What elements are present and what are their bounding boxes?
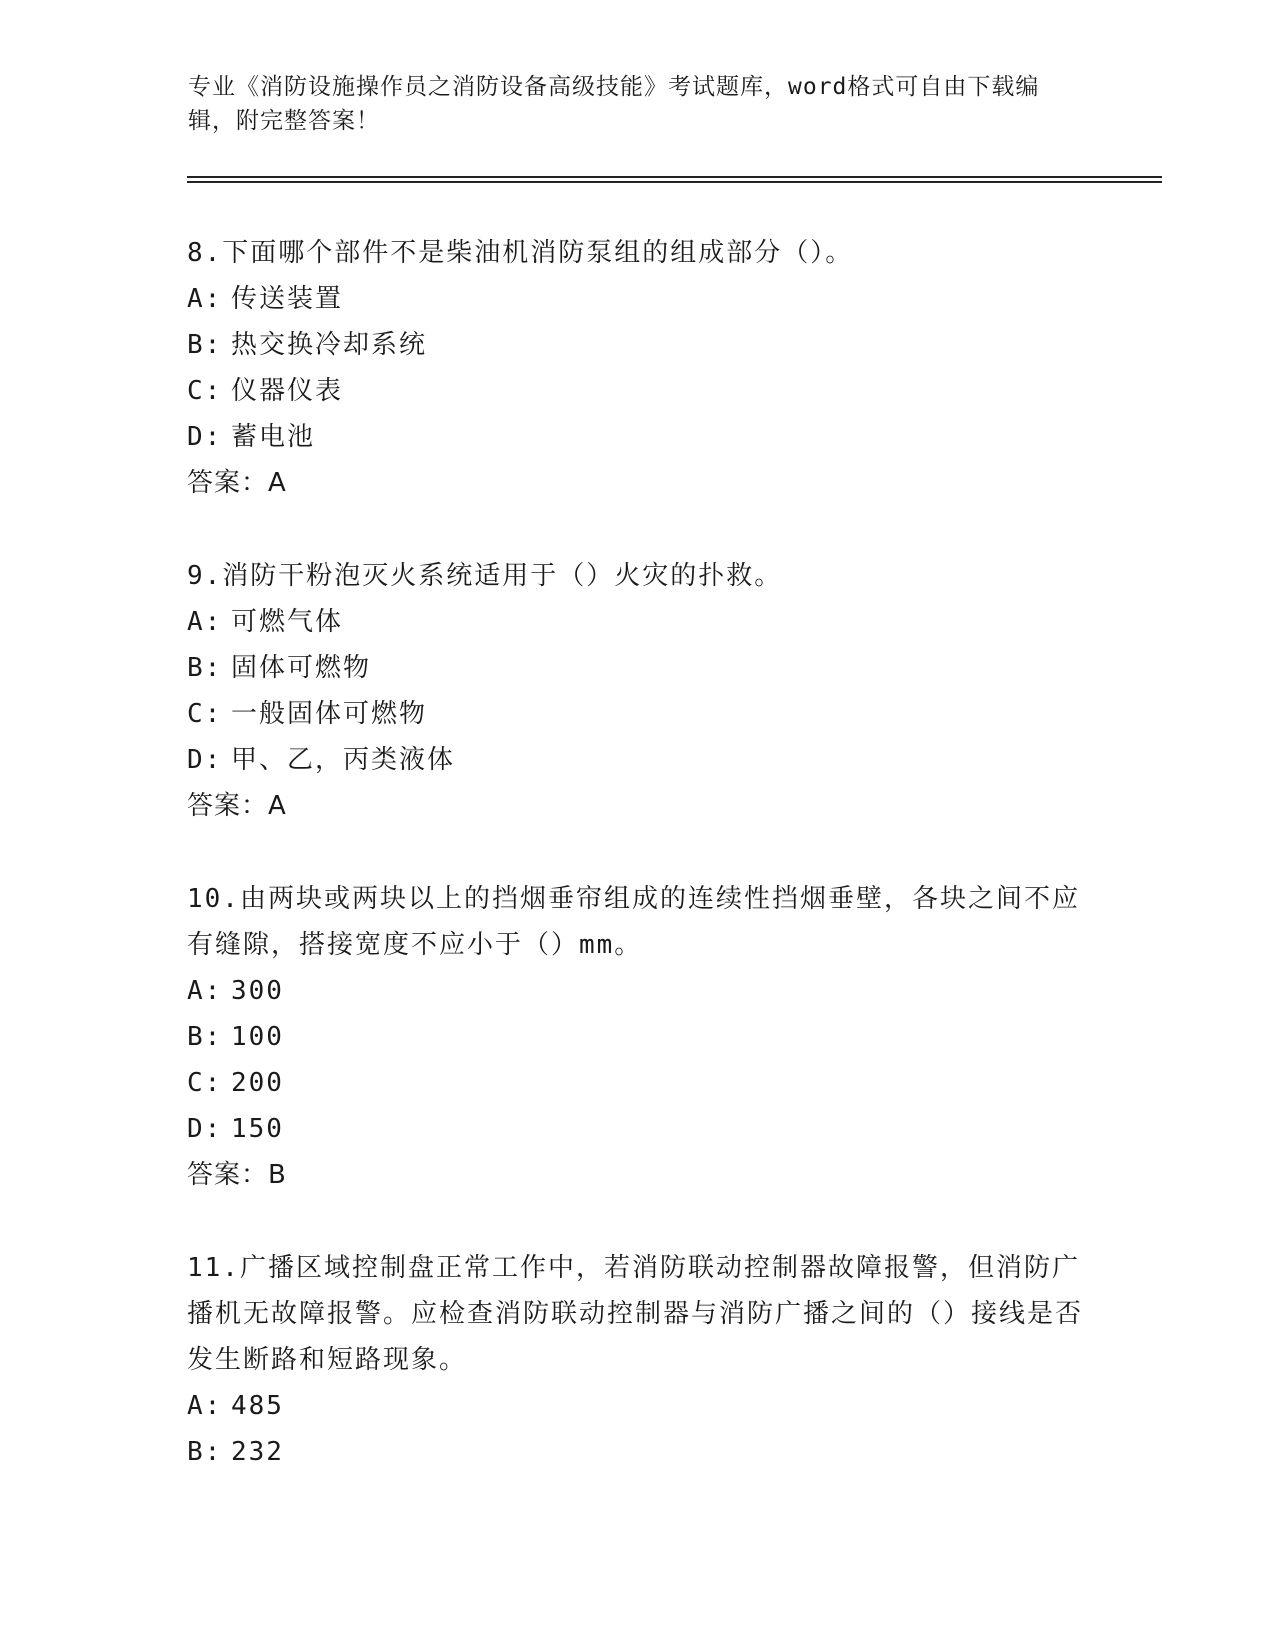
option-text: 300 — [231, 976, 284, 1006]
option-text: 固体可燃物 — [231, 653, 372, 683]
option-b — [187, 1429, 1087, 1475]
option-d — [187, 737, 1087, 783]
question-item — [187, 553, 1087, 829]
option-a — [187, 276, 1087, 322]
option-key: B: — [187, 653, 223, 683]
option-text: 热交换冷却系统 — [231, 330, 428, 360]
option-key: D: — [187, 422, 223, 452]
option-b — [187, 645, 1087, 691]
question-item — [187, 230, 1087, 506]
option-b — [187, 1014, 1087, 1060]
option-key: C: — [187, 1068, 223, 1098]
answer-line: 答案：A — [187, 791, 287, 821]
document-header — [188, 70, 1068, 138]
option-key: B: — [187, 1022, 223, 1052]
option-key: A: — [187, 1391, 223, 1421]
option-d — [187, 1106, 1087, 1152]
option-c — [187, 691, 1087, 737]
option-a — [187, 968, 1087, 1014]
option-text: 一般固体可燃物 — [231, 699, 428, 729]
question-item — [187, 1245, 1087, 1475]
option-text: 甲、乙，丙类液体 — [231, 745, 456, 775]
option-key: B: — [187, 1437, 223, 1467]
header-divider-bottom — [187, 181, 1162, 183]
option-key: A: — [187, 607, 223, 637]
option-a — [187, 1383, 1087, 1429]
option-text: 200 — [231, 1068, 284, 1098]
option-text: 仪器仪表 — [231, 376, 344, 406]
option-text: 232 — [231, 1437, 284, 1467]
option-key: D: — [187, 745, 223, 775]
option-text: 100 — [231, 1022, 284, 1052]
option-c — [187, 368, 1087, 414]
option-text: 150 — [231, 1114, 284, 1144]
option-key: C: — [187, 699, 223, 729]
option-key: C: — [187, 376, 223, 406]
option-text: 可燃气体 — [231, 607, 344, 637]
question-stem: 9.消防干粉泡灭火系统适用于（）火灾的扑救。 — [187, 561, 783, 591]
question-list — [187, 230, 1087, 1522]
option-c — [187, 1060, 1087, 1106]
question-stem: 11.广播区域控制盘正常工作中，若消防联动控制器故障报警，但消防广播机无故障报警。应检查消防联动控制器与消防广播之间的（）接线是否发生断路和短路现象。 — [187, 1253, 1084, 1375]
option-d — [187, 414, 1087, 460]
option-key: D: — [187, 1114, 223, 1144]
option-text: 蓄电池 — [231, 422, 316, 452]
answer-line: 答案：A — [187, 468, 287, 498]
answer-line: 答案：B — [187, 1160, 287, 1190]
question-stem: 8.下面哪个部件不是柴油机消防泵组的组成部分（）。 — [187, 238, 854, 268]
option-key: B: — [187, 330, 223, 360]
option-a — [187, 599, 1087, 645]
question-item — [187, 876, 1087, 1198]
header-line-1: 专业《消防设施操作员之消防设备高级技能》考试题库，word格式可自由下载编 — [188, 74, 1040, 100]
option-b — [187, 322, 1087, 368]
option-text: 传送装置 — [231, 284, 344, 314]
option-key: A: — [187, 976, 223, 1006]
header-divider-top — [187, 176, 1162, 178]
header-line-2: 辑，附完整答案！ — [188, 108, 380, 134]
option-text: 485 — [231, 1391, 284, 1421]
question-stem: 10.由两块或两块以上的挡烟垂帘组成的连续性挡烟垂壁，各块之间不应有缝隙，搭接宽度不应小于（）mm。 — [187, 884, 1080, 960]
option-key: A: — [187, 284, 223, 314]
